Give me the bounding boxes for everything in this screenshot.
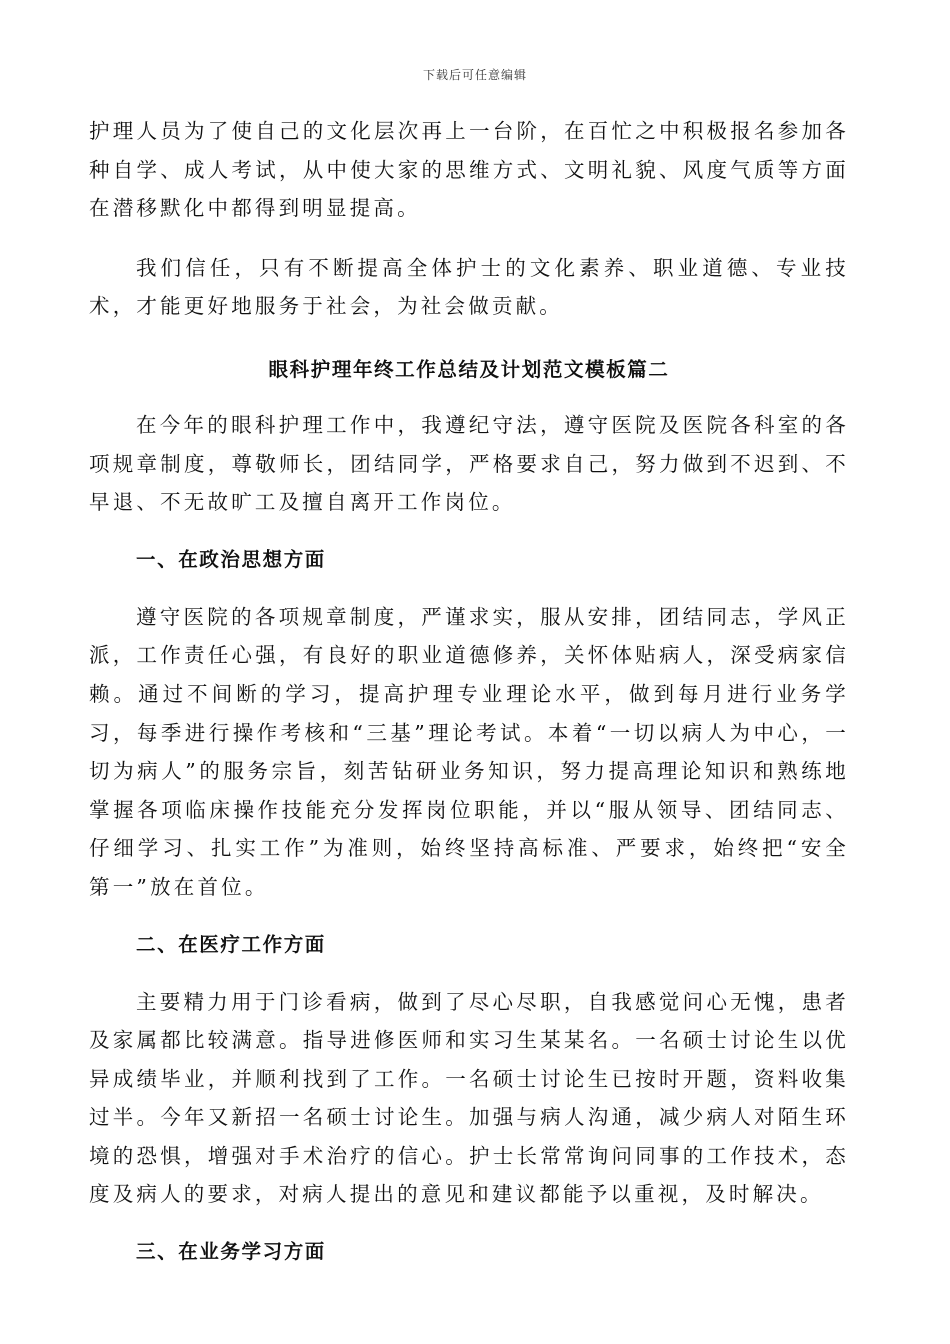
document-title: 眼科护理年终工作总结及计划范文模板篇二 <box>268 357 670 381</box>
page-header-note: 下载后可任意编辑 <box>422 68 527 82</box>
section-heading-study: 三、在业务学习方面 <box>136 1240 326 1264</box>
paragraph-self-study: 护理人员为了使自己的文化层次再上一台阶，在百忙之中积极报名参加各种自学、成人考试，从中使大家的思维方式、文明礼貌、风度气质等方面在潜移默化中都得到明显提高。 <box>89 119 849 221</box>
document-body <box>89 112 849 1268</box>
paragraph-intro: 在今年的眼科护理工作中，我遵纪守法，遵守医院及医院各科室的各项规章制度，尊敬师长，团结同学，严格要求自己，努力做到不迟到、不早退、不无故旷工及擅自离开工作岗位。 <box>89 412 849 515</box>
paragraph-political: 遵守医院的各项规章制度，严谨求实，服从安排，团结同志，学风正派，工作责任心强，有良好的职业道德修养，关怀体贴病人，深受病家信赖。通过不间断的学习，提高护理专业理论水平，做到每月进行业务学习，每季进行操作考核和“三基”理论考试。本着“一切以病人为中心，一切为病人”的服务宗旨，刻苦钻研业务知识，努力提高理论知识和熟练地掌握各项临床操作技能充分发挥岗位职能，并以“服从领导、团结同志、仔细学习、扎实工作”为准则，始终坚持高标准、严要求，始终把“安全第一”放在首位。 <box>89 604 849 899</box>
section-heading-medical: 二、在医疗工作方面 <box>136 932 326 956</box>
paragraph-belief: 我们信任，只有不断提高全体护士的文化素养、职业道德、专业技术，才能更好地服务于社会，为社会做贡献。 <box>89 255 849 319</box>
paragraph-medical: 主要精力用于门诊看病，做到了尽心尽职，自我感觉问心无愧，患者及家属都比较满意。指导进修医师和实习生某某名。一名硕士讨论生以优异成绩毕业，并顺利找到了工作。一名硕士讨论生已按时开题，资料收集过半。今年又新招一名硕士讨论生。加强与病人沟通，减少病人对陌生环境的恐惧，增强对手术治疗的信心。护士长常常询问同事的工作技术，态度及病人的要求，对病人提出的意见和建议都能予以重视，及时解决。 <box>89 989 849 1207</box>
section-heading-political: 一、在政治思想方面 <box>136 547 326 571</box>
